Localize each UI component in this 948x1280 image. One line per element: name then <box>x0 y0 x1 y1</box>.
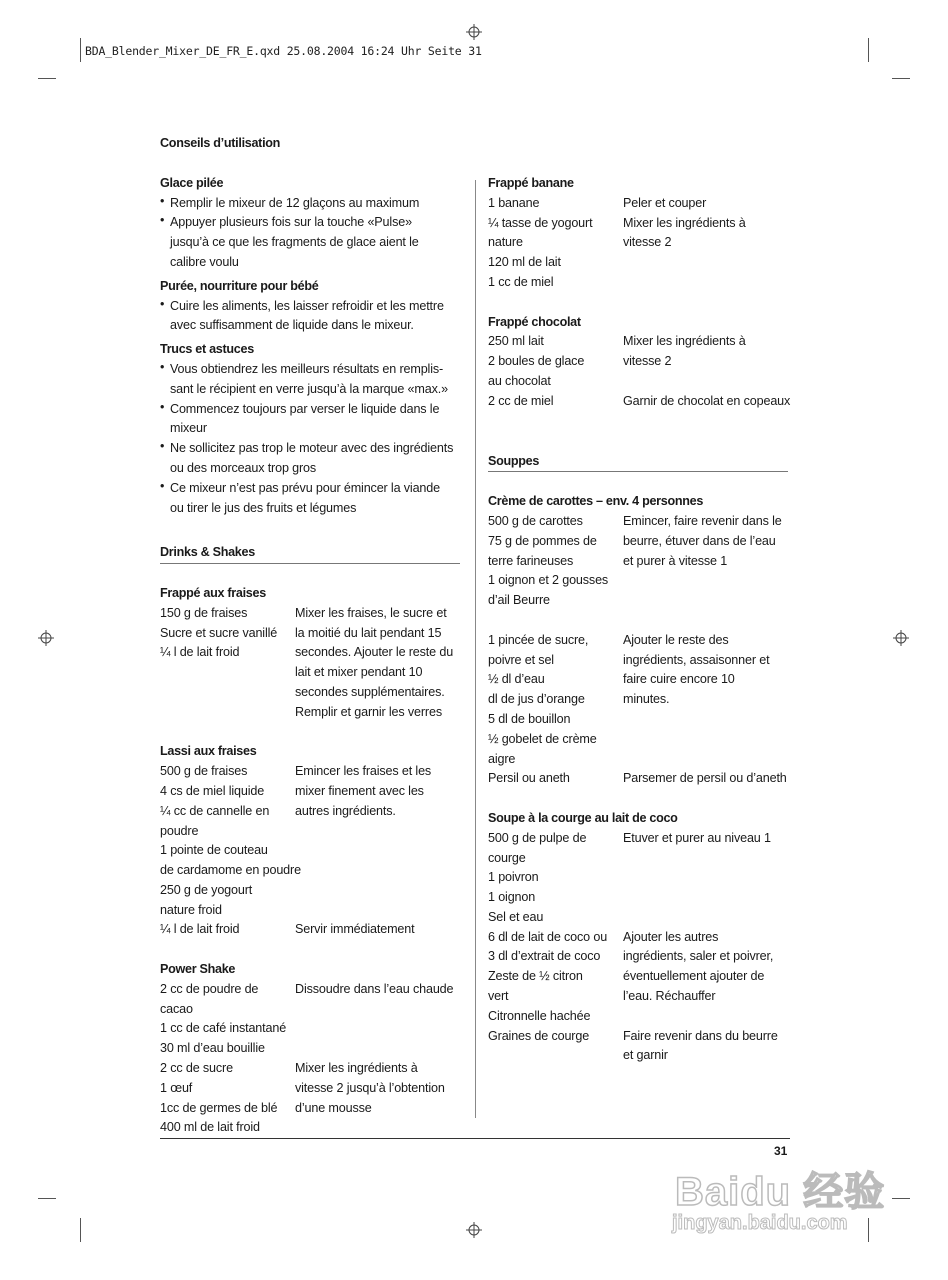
recipe-power-shake <box>160 960 460 1138</box>
instruction: mixer finement avec les <box>295 783 424 798</box>
ingredient: de cardamome en poudre <box>160 863 301 878</box>
ingredient: 500 g de pulpe de <box>488 830 587 845</box>
ingredient: au chocolat <box>488 373 551 388</box>
ingredient: 1 poivron <box>488 870 539 885</box>
instruction: d’une mousse <box>295 1100 372 1115</box>
ingredient: poudre <box>160 823 199 838</box>
recipe-row <box>160 604 460 624</box>
ingredient: dl de jus d’orange <box>488 692 585 707</box>
page-number: 31 <box>774 1144 788 1158</box>
instruction: Etuver et purer au niveau 1 <box>623 830 771 845</box>
recipe-row <box>160 624 460 644</box>
recipe-title: Lassi aux fraises <box>160 744 257 759</box>
ingredient: 6 dl de lait de coco ou <box>488 929 608 944</box>
recipe-row <box>488 1027 788 1047</box>
ingredient: 2 cc de sucre <box>160 1061 233 1076</box>
recipe-row <box>488 947 788 967</box>
recipe-row <box>488 1007 788 1027</box>
recipe-frappe-chocolat <box>488 313 791 412</box>
recipe-row <box>488 194 788 214</box>
recipe-row <box>488 372 788 392</box>
ingredient: 500 g de fraises <box>160 764 248 779</box>
ingredient: Zeste de ½ citron <box>488 969 583 984</box>
list-item <box>160 439 460 479</box>
recipe-row <box>488 332 788 352</box>
instruction: secondes supplémentaires. <box>295 684 445 699</box>
instruction: Remplir et garnir les verres <box>295 704 442 719</box>
ingredient: 500 g de carottes <box>488 513 583 528</box>
recipe-row <box>488 1046 788 1066</box>
ingredient: 1 oignon et 2 gousses <box>488 573 609 588</box>
instruction: vitesse 2 <box>623 235 672 250</box>
ingredient: ½ dl d’eau <box>488 672 545 687</box>
bullet-text-line: mixeur <box>170 421 207 436</box>
ingredient: 150 g de fraises <box>160 605 248 620</box>
recipe-row <box>488 532 788 552</box>
watermark-logo: Baidu 经验 <box>675 1170 886 1214</box>
heading-block <box>160 543 460 564</box>
ingredient: Persil ou aneth <box>488 771 570 786</box>
ingredient: 120 ml de lait <box>488 255 561 270</box>
instruction: ingrédients, saler et poivrer, <box>623 949 774 964</box>
bullet-icon: • <box>160 359 165 374</box>
crop-mark <box>868 38 869 62</box>
bullet-text-line: Appuyer plusieurs fois sur la touche «Pulse» <box>170 215 412 230</box>
bullet-icon: • <box>160 478 165 493</box>
ingredient: 1 pincée de sucre, <box>488 632 589 647</box>
recipe-row <box>160 920 460 940</box>
instruction: autres ingrédients. <box>295 803 396 818</box>
recipe-row <box>488 571 788 591</box>
ingredient: courge <box>488 850 526 865</box>
crop-mark <box>38 78 56 79</box>
bullet-icon: • <box>160 439 165 454</box>
ingredient: ¼ l de lait froid <box>160 645 240 660</box>
instruction: l’eau. Réchauffer <box>623 989 716 1004</box>
ingredient: poivre et sel <box>488 652 554 667</box>
bullet-text-line: avec suffisamment de liquide dans le mixeur. <box>170 318 414 333</box>
instruction: vitesse 2 <box>623 354 672 369</box>
recipe-cre-me-de-carottes-env-4-personnes <box>488 492 788 789</box>
recipe-row <box>488 967 788 987</box>
crop-mark <box>38 1198 56 1199</box>
recipe-row <box>488 849 788 869</box>
bullet-text-line: Cuire les aliments, les laisser refroidir et les mettre <box>170 298 444 313</box>
ingredient: 1 banane <box>488 195 540 210</box>
instruction: Parsemer de persil ou d’aneth <box>623 771 787 786</box>
instruction: ingrédients, assaisonner et <box>623 652 770 667</box>
ingredient: Sel et eau <box>488 909 544 924</box>
ingredient: ½ gobelet de crème <box>488 731 597 746</box>
bullet-list <box>160 360 460 518</box>
instruction: Servir immédiatement <box>295 922 415 937</box>
ingredient: d’ail Beurre <box>488 593 550 608</box>
ingredient: nature froid <box>160 902 222 917</box>
ingredient: 1 pointe de couteau <box>160 843 268 858</box>
ingredient: 30 ml d’eau bouillie <box>160 1041 265 1056</box>
instruction: Emincer, faire revenir dans le <box>623 513 782 528</box>
registration-mark-icon <box>466 24 482 40</box>
instruction: et garnir <box>623 1048 668 1063</box>
ingredient: 3 dl d’extrait de coco <box>488 949 601 964</box>
heading-block <box>488 452 788 473</box>
subheading: Purée, nourriture pour bébé <box>160 278 319 293</box>
ingredient: 250 g de yogourt <box>160 882 253 897</box>
instruction: et purer à vitesse 1 <box>623 553 728 568</box>
recipe-row <box>160 901 460 921</box>
recipe-row <box>160 1118 460 1138</box>
list-item <box>160 297 460 337</box>
subheading: Trucs et astuces <box>160 342 254 357</box>
recipe-row <box>160 782 460 802</box>
crop-mark <box>892 1198 910 1199</box>
recipe-title: Frappé banane <box>488 176 574 190</box>
ingredient: aigre <box>488 751 516 766</box>
instruction: Mixer les fraises, le sucre et <box>295 605 447 620</box>
ingredient: cacao <box>160 1001 193 1016</box>
bullet-text-line: Ce mixeur n’est pas prévu pour émincer la viande <box>170 480 440 495</box>
ingredient: 1 œuf <box>160 1080 193 1095</box>
crop-mark <box>80 1218 81 1242</box>
crop-mark <box>892 78 910 79</box>
ingredient: terre farineuses <box>488 553 574 568</box>
recipe-row <box>488 829 788 849</box>
bullet-text-line: Remplir le mixeur de 12 glaçons au maximum <box>170 195 420 210</box>
instruction: faire cuire encore 10 <box>623 672 735 687</box>
recipe-row <box>488 392 791 412</box>
instruction: lait et mixer pendant 10 <box>295 665 423 680</box>
recipe-row <box>160 881 460 901</box>
recipe-row <box>160 1019 460 1039</box>
ingredient: ¼ l de lait froid <box>160 922 240 937</box>
recipe-row <box>488 750 788 770</box>
recipe-row <box>160 683 460 703</box>
instruction: Ajouter le reste des <box>623 632 729 647</box>
recipe-row <box>160 643 460 663</box>
crop-mark <box>868 1218 869 1242</box>
recipe-row <box>160 1079 460 1099</box>
recipe-title: Frappé aux fraises <box>160 585 266 600</box>
instruction: beurre, étuver dans de l’eau <box>623 533 776 548</box>
recipe-row <box>160 1000 460 1020</box>
ingredient: 1 cc de miel <box>488 274 554 289</box>
registration-mark-icon <box>893 630 909 646</box>
recipe-row <box>160 663 460 683</box>
file-slug: BDA_Blender_Mixer_DE_FR_E.qxd 25.08.2004 16:24 Uhr Seite 31 <box>85 44 482 58</box>
ingredient: 1 oignon <box>488 890 536 905</box>
left-column <box>160 134 460 1138</box>
recipe-row <box>488 214 788 234</box>
subheading: Glace pilée <box>160 175 224 190</box>
recipe-row <box>488 769 788 789</box>
recipe-row <box>160 1039 460 1059</box>
list-item <box>160 194 460 214</box>
recipe-row <box>488 631 788 651</box>
instruction: Faire revenir dans du beurre <box>623 1028 778 1043</box>
recipe-row <box>488 233 788 253</box>
ingredient: 75 g de pommes de <box>488 533 597 548</box>
recipe-row <box>488 888 788 908</box>
bullet-list <box>160 297 460 337</box>
registration-mark-icon <box>466 1222 482 1238</box>
recipe-row <box>488 987 788 1007</box>
recipe-row <box>488 512 788 532</box>
bullet-text-line: ou des morceaux trop gros <box>170 460 317 475</box>
instruction: Garnir de chocolat en copeaux <box>623 393 791 408</box>
ingredient: ¼ tasse de yogourt <box>488 215 593 230</box>
ingredient: 1 cc de café instantané <box>160 1021 287 1036</box>
ingredient: Citronnelle hachée <box>488 1008 591 1023</box>
recipe-soupe-a-la-courge-au-lait-de-coco <box>488 809 788 1066</box>
instruction: Dissoudre dans l’eau chaude <box>295 981 454 996</box>
recipe-title: Frappé chocolat <box>488 314 581 329</box>
registration-mark-icon <box>38 630 54 646</box>
recipe-row <box>488 552 788 572</box>
bullet-text-line: Commencez toujours par verser le liquide dans le <box>170 401 440 416</box>
crop-mark <box>80 38 81 62</box>
bullet-text-line: Vous obtiendrez les meilleurs résultats en remplis- <box>170 361 444 376</box>
recipe-row <box>160 1059 460 1079</box>
watermark-url: jingyan.baidu.com <box>672 1212 848 1234</box>
ingredient: 2 cc de miel <box>488 393 554 408</box>
heading-block <box>160 174 460 194</box>
recipe-row <box>488 253 788 273</box>
list-item <box>160 213 460 272</box>
recipe-title: Soupe à la courge au lait de coco <box>488 810 678 825</box>
ingredient: 400 ml de lait froid <box>160 1120 260 1135</box>
recipe-title: Power Shake <box>160 962 236 977</box>
recipe-row <box>160 980 460 1000</box>
instruction: Peler et couper <box>623 195 707 210</box>
heading-block <box>160 340 460 360</box>
recipe-row <box>160 861 460 881</box>
bullet-text-line: ou tirer le jus des fruits et légumes <box>170 500 357 515</box>
recipe-row <box>488 710 788 730</box>
instruction: éventuellement ajouter de <box>623 969 765 984</box>
ingredient: nature <box>488 235 523 250</box>
recipe-row <box>160 1099 460 1119</box>
recipe-row <box>160 703 460 723</box>
bullet-text-line: sant le récipient en verre jusqu’à la marque «max.» <box>170 381 448 396</box>
recipe-row <box>488 591 788 611</box>
recipe-row <box>160 822 460 842</box>
instruction: Mixer les ingrédients à <box>623 334 746 349</box>
bullet-text-line: jusqu’à ce que les fragments de glace aient le <box>170 235 419 250</box>
bullet-icon: • <box>160 213 165 228</box>
ingredient: 4 cs de miel liquide <box>160 783 265 798</box>
instruction: Mixer les ingrédients à <box>295 1061 418 1076</box>
recipe-lassi-aux-fraises <box>160 742 460 940</box>
ingredient: 2 boules de glace <box>488 354 585 369</box>
recipe-row <box>488 690 788 710</box>
section-heading: Drinks & Shakes <box>160 543 460 564</box>
recipe-row <box>160 762 460 782</box>
recipe-row <box>488 670 788 690</box>
instruction: la moitié du lait pendant 15 <box>295 625 442 640</box>
list-item <box>160 360 460 400</box>
bullet-icon: • <box>160 296 165 311</box>
list-item <box>160 400 460 440</box>
recipe-row <box>488 611 788 631</box>
bullet-list <box>160 194 460 273</box>
recipe-row <box>488 352 788 372</box>
recipe-row <box>160 841 460 861</box>
instruction: vitesse 2 jusqu’à l’obtention <box>295 1080 445 1095</box>
instruction: Mixer les ingrédients à <box>623 215 746 230</box>
bullet-text-line: calibre voulu <box>170 254 239 269</box>
bullet-text-line: Ne sollicitez pas trop le moteur avec des ingrédients <box>170 441 454 456</box>
ingredient: 5 dl de bouillon <box>488 711 571 726</box>
instruction: Emincer les fraises et les <box>295 764 432 779</box>
ingredient: 2 cc de poudre de <box>160 981 259 996</box>
ingredient: Sucre et sucre vanillé <box>160 625 278 640</box>
recipe-row <box>488 928 788 948</box>
ingredient: 1cc de germes de blé <box>160 1100 278 1115</box>
recipe-row <box>488 908 788 928</box>
recipe-row <box>488 868 788 888</box>
ingredient: ¼ cc de cannelle en <box>160 803 270 818</box>
instruction: minutes. <box>623 692 670 707</box>
ingredient: vert <box>488 989 509 1004</box>
column-divider <box>475 180 476 1118</box>
bullet-icon: • <box>160 193 165 208</box>
bullet-icon: • <box>160 399 165 414</box>
heading-block <box>160 134 460 154</box>
ingredient: Graines de courge <box>488 1028 590 1043</box>
section-heading: Souppes <box>488 452 788 473</box>
recipe-row <box>488 273 788 293</box>
recipe-row <box>488 651 788 671</box>
heading-block <box>160 277 460 297</box>
ingredient: 250 ml lait <box>488 334 544 349</box>
subheading: Conseils d’utilisation <box>160 136 281 150</box>
recipe-title: Crème de carottes – env. 4 personnes <box>488 494 704 509</box>
list-item <box>160 479 460 519</box>
instruction: secondes. Ajouter le reste du <box>295 645 454 660</box>
instruction: Ajouter les autres <box>623 929 719 944</box>
recipe-frappe-banane <box>488 174 788 293</box>
recipe-row <box>160 802 460 822</box>
recipe-frappe-aux-fraises <box>160 584 460 723</box>
recipe-row <box>488 730 788 750</box>
right-column <box>488 174 791 1066</box>
